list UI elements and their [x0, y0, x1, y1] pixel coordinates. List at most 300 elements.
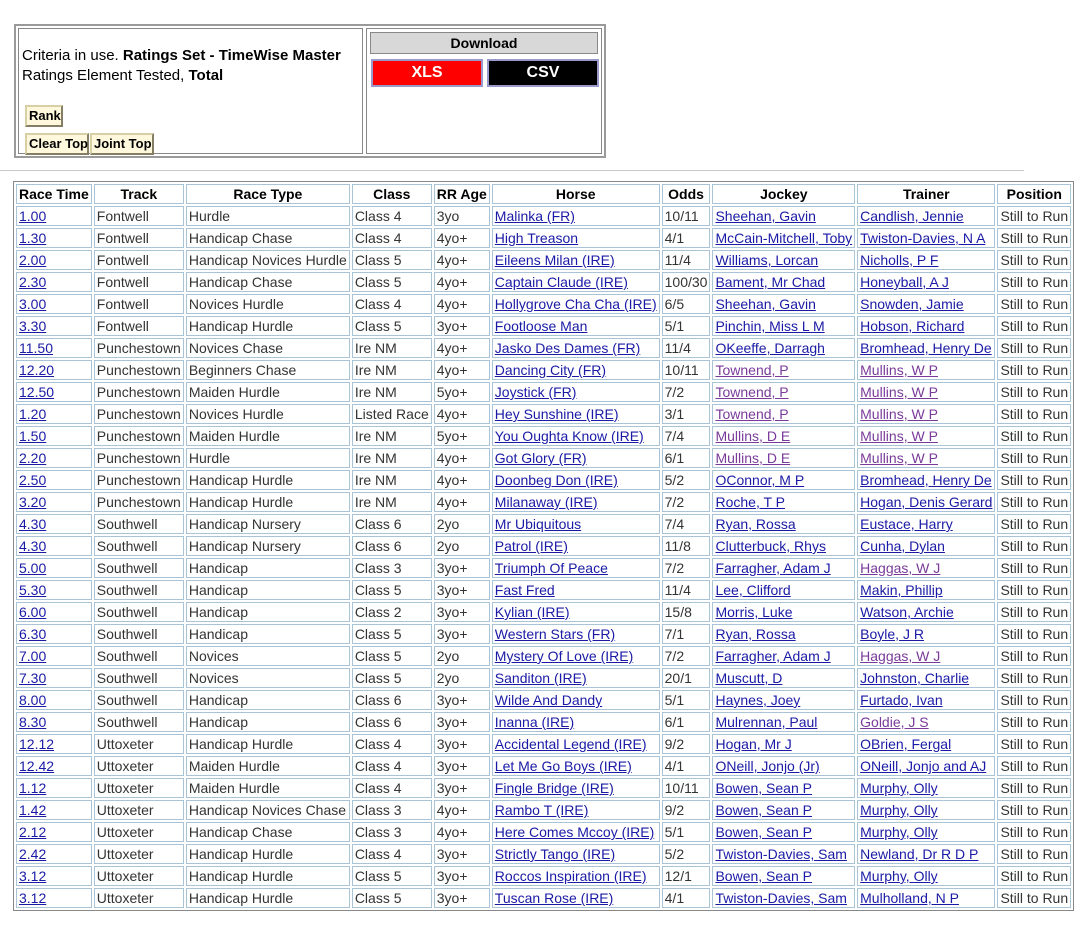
- trainer-link[interactable]: Twiston-Davies, N A: [860, 230, 986, 246]
- horse-link[interactable]: Fingle Bridge (IRE): [494, 780, 614, 796]
- jockey-link[interactable]: Twiston-Davies, Sam: [715, 846, 847, 862]
- race-type-cell: Handicap Chase: [188, 230, 293, 246]
- header-row: [16, 184, 1071, 204]
- jockey-link[interactable]: Bowen, Sean P: [715, 780, 812, 796]
- type-td: [186, 514, 350, 534]
- trainer-link[interactable]: OBrien, Fergal: [860, 736, 952, 752]
- age-td: [434, 558, 490, 578]
- trainer-td: [857, 602, 995, 622]
- class-td: [352, 470, 432, 490]
- trainer-link[interactable]: Goldie, J S: [860, 714, 929, 730]
- trainer-td: [857, 492, 995, 512]
- age-td: [434, 360, 490, 380]
- race-time-link[interactable]: 11.50: [19, 340, 53, 356]
- race-time-link[interactable]: 12.12: [19, 736, 55, 752]
- horse-link[interactable]: You Oughta Know (IRE): [494, 428, 644, 444]
- position-td: [997, 580, 1071, 600]
- horse-link[interactable]: Joystick (FR): [494, 384, 577, 400]
- position-cell: Still to Run: [1000, 560, 1069, 576]
- track-cell: Punchestown: [96, 472, 181, 488]
- position-td: [997, 778, 1071, 798]
- odds-td: [662, 514, 711, 534]
- position-cell: Still to Run: [1000, 274, 1069, 290]
- trainer-link[interactable]: Murphy, Olly: [860, 868, 938, 884]
- horse-td: [492, 448, 660, 468]
- trainer-link[interactable]: Mullins, W P: [860, 406, 938, 422]
- joint-top-button[interactable]: Joint Top: [90, 133, 154, 155]
- trainer-link[interactable]: Makin, Phillip: [860, 582, 943, 598]
- table-row: [16, 514, 1071, 534]
- results-table: [13, 181, 1074, 911]
- class-cell: Class 5: [354, 274, 402, 290]
- class-cell: Class 5: [354, 890, 402, 906]
- track-cell: Uttoxeter: [96, 846, 154, 862]
- horse-link[interactable]: Tuscan Rose (IRE): [494, 890, 614, 906]
- trainer-link[interactable]: Snowden, Jamie: [860, 296, 964, 312]
- type-td: [186, 866, 350, 886]
- track-cell: Southwell: [96, 516, 158, 532]
- odds-cell: 100/30: [664, 274, 708, 290]
- class-cell: Class 5: [354, 670, 402, 686]
- type-td: [186, 800, 350, 820]
- rr-age-cell: 4yo+: [436, 494, 468, 510]
- jockey-link[interactable]: Williams, Lorcan: [715, 252, 819, 268]
- odds-td: [662, 668, 711, 688]
- odds-cell: 12/1: [664, 868, 692, 884]
- trainer-link[interactable]: Bromhead, Henry De: [860, 472, 992, 488]
- csv-download-button[interactable]: CSV: [487, 59, 599, 87]
- time-td: [16, 668, 92, 688]
- horse-td: [492, 602, 660, 622]
- class-td: [352, 800, 432, 820]
- track-cell: Southwell: [96, 582, 158, 598]
- position-td: [997, 514, 1071, 534]
- type-td: [186, 206, 350, 226]
- odds-td: [662, 646, 711, 666]
- horse-td: [492, 866, 660, 886]
- class-td: [352, 294, 432, 314]
- race-time-link[interactable]: 2.00: [19, 252, 47, 268]
- trainer-link[interactable]: Mullins, W P: [860, 384, 938, 400]
- rr-age-cell: 4yo+: [436, 230, 468, 246]
- race-time-link[interactable]: 3.30: [19, 318, 47, 334]
- track-cell: Punchestown: [96, 340, 181, 356]
- trainer-link[interactable]: Hobson, Richard: [860, 318, 965, 334]
- age-td: [434, 448, 490, 468]
- jockey-td: [712, 448, 855, 468]
- jockey-link[interactable]: Ryan, Rossa: [715, 626, 796, 642]
- odds-td: [662, 404, 711, 424]
- horse-link[interactable]: Strictly Tango (IRE): [494, 846, 616, 862]
- horse-td: [492, 470, 660, 490]
- table-row: [16, 338, 1071, 358]
- horse-link[interactable]: Triumph Of Peace: [494, 560, 608, 576]
- horse-link[interactable]: Western Stars (FR): [494, 626, 616, 642]
- race-time-link[interactable]: 3.12: [19, 890, 47, 906]
- odds-cell: 5/1: [664, 692, 685, 708]
- table-row: [16, 756, 1071, 776]
- track-cell: Uttoxeter: [96, 824, 154, 840]
- odds-cell: 5/2: [664, 846, 685, 862]
- race-time-link[interactable]: 8.00: [19, 692, 47, 708]
- rr-age-cell: 3yo+: [436, 582, 468, 598]
- position-cell: Still to Run: [1000, 406, 1069, 422]
- jockey-link[interactable]: Hogan, Mr J: [715, 736, 792, 752]
- jockey-link[interactable]: ONeill, Jonjo (Jr): [715, 758, 820, 774]
- track-td: [94, 756, 184, 776]
- race-time-link[interactable]: 5.00: [19, 560, 47, 576]
- race-time-link[interactable]: 3.00: [19, 296, 47, 312]
- jockey-link[interactable]: Lee, Clifford: [715, 582, 791, 598]
- time-td: [16, 690, 92, 710]
- jockey-link[interactable]: Farragher, Adam J: [715, 648, 831, 664]
- trainer-link[interactable]: Nicholls, P F: [860, 252, 939, 268]
- time-td: [16, 492, 92, 512]
- race-type-cell: Handicap Novices Hurdle: [188, 252, 347, 268]
- trainer-link[interactable]: Bromhead, Henry De: [860, 340, 992, 356]
- jockey-td: [712, 734, 855, 754]
- rr-age-cell: 3yo+: [436, 780, 468, 796]
- time-td: [16, 734, 92, 754]
- race-time-link[interactable]: 2.12: [19, 824, 47, 840]
- race-time-link[interactable]: 4.30: [19, 538, 47, 554]
- horse-link[interactable]: Got Glory (FR): [494, 450, 587, 466]
- horse-link[interactable]: Let Me Go Boys (IRE): [494, 758, 632, 774]
- horse-link[interactable]: Mystery Of Love (IRE): [494, 648, 634, 664]
- odds-cell: 11/4: [664, 340, 691, 356]
- jockey-td: [712, 646, 855, 666]
- odds-cell: 7/2: [664, 494, 685, 510]
- race-time-link[interactable]: 1.00: [19, 208, 47, 224]
- race-time-link[interactable]: 1.30: [19, 230, 47, 246]
- jockey-link[interactable]: Clutterbuck, Rhys: [715, 538, 826, 554]
- jockey-link[interactable]: Muscutt, D: [715, 670, 783, 686]
- horse-td: [492, 690, 660, 710]
- race-time-link[interactable]: 4.30: [19, 516, 47, 532]
- class-cell: Ire NM: [354, 494, 397, 510]
- class-cell: Class 3: [354, 824, 402, 840]
- table-row: [16, 448, 1071, 468]
- race-time-link[interactable]: 3.12: [19, 868, 47, 884]
- odds-td: [662, 888, 711, 908]
- track-cell: Punchestown: [96, 362, 181, 378]
- track-cell: Southwell: [96, 560, 158, 576]
- odds-td: [662, 866, 711, 886]
- trainer-link[interactable]: Hogan, Denis Gerard: [860, 494, 993, 510]
- rr-age-cell: 4yo+: [436, 824, 468, 840]
- jockey-link[interactable]: OKeeffe, Darragh: [715, 340, 825, 356]
- track-cell: Fontwell: [96, 252, 149, 268]
- horse-link[interactable]: Footloose Man: [494, 318, 588, 334]
- track-td: [94, 360, 184, 380]
- jockey-link[interactable]: Bowen, Sean P: [715, 802, 812, 818]
- horse-link[interactable]: Hey Sunshine (IRE): [494, 406, 619, 422]
- race-time-link[interactable]: 12.50: [19, 384, 55, 400]
- class-cell: Class 5: [354, 648, 402, 664]
- race-time-link[interactable]: 12.20: [19, 362, 55, 378]
- jockey-link[interactable]: Sheehan, Gavin: [715, 296, 816, 312]
- position-cell: Still to Run: [1000, 538, 1069, 554]
- age-td: [434, 580, 490, 600]
- class-cell: Ire NM: [354, 384, 397, 400]
- jockey-td: [712, 602, 855, 622]
- horse-td: [492, 888, 660, 908]
- age-td: [434, 470, 490, 490]
- race-time-link[interactable]: 6.30: [19, 626, 47, 642]
- track-td: [94, 668, 184, 688]
- jockey-link[interactable]: Roche, T P: [715, 494, 785, 510]
- track-cell: Punchestown: [96, 406, 181, 422]
- trainer-td: [857, 206, 995, 226]
- time-td: [16, 602, 92, 622]
- class-cell: Class 5: [354, 318, 402, 334]
- rank-button[interactable]: Rank: [25, 105, 63, 127]
- jockey-link[interactable]: Bowen, Sean P: [715, 824, 812, 840]
- horse-td: [492, 360, 660, 380]
- horse-td: [492, 382, 660, 402]
- trainer-link[interactable]: Eustace, Harry: [860, 516, 953, 532]
- trainer-link[interactable]: Boyle, J R: [860, 626, 924, 642]
- type-td: [186, 382, 350, 402]
- time-td: [16, 360, 92, 380]
- race-time-link[interactable]: 1.20: [19, 406, 47, 422]
- horse-link[interactable]: Rambo T (IRE): [494, 802, 589, 818]
- horse-link[interactable]: Hollygrove Cha Cha (IRE): [494, 296, 657, 312]
- class-cell: Ire NM: [354, 472, 397, 488]
- race-time-link[interactable]: 6.00: [19, 604, 47, 620]
- criteria-box: [18, 28, 363, 154]
- trainer-link[interactable]: Johnston, Charlie: [860, 670, 970, 686]
- trainer-link[interactable]: Cunha, Dylan: [860, 538, 945, 554]
- trainer-link[interactable]: Watson, Archie: [860, 604, 954, 620]
- race-type-cell: Handicap Nursery: [188, 538, 301, 554]
- class-td: [352, 536, 432, 556]
- table-row: [16, 536, 1071, 556]
- type-td: [186, 778, 350, 798]
- horse-link[interactable]: Malinka (FR): [494, 208, 575, 224]
- jockey-link[interactable]: Townend, P: [715, 406, 789, 422]
- table-row: [16, 844, 1071, 864]
- position-td: [997, 316, 1071, 336]
- trainer-link[interactable]: Murphy, Olly: [860, 824, 938, 840]
- position-cell: Still to Run: [1000, 890, 1069, 906]
- time-td: [16, 382, 92, 402]
- trainer-link[interactable]: Mullins, W P: [860, 362, 938, 378]
- horse-link[interactable]: Dancing City (FR): [494, 362, 607, 378]
- horse-link[interactable]: Here Comes Mccoy (IRE): [494, 824, 655, 840]
- track-td: [94, 822, 184, 842]
- jockey-td: [712, 470, 855, 490]
- horse-link[interactable]: Mr Ubiquitous: [494, 516, 582, 532]
- jockey-link[interactable]: Haynes, Joey: [715, 692, 801, 708]
- horse-td: [492, 514, 660, 534]
- trainer-link[interactable]: Furtado, Ivan: [860, 692, 943, 708]
- age-td: [434, 822, 490, 842]
- odds-cell: 11/4: [664, 582, 691, 598]
- track-td: [94, 580, 184, 600]
- horse-link[interactable]: Kylian (IRE): [494, 604, 570, 620]
- race-time-link[interactable]: 5.30: [19, 582, 47, 598]
- trainer-td: [857, 866, 995, 886]
- table-row: [16, 580, 1071, 600]
- jockey-link[interactable]: Pinchin, Miss L M: [715, 318, 825, 334]
- position-cell: Still to Run: [1000, 516, 1069, 532]
- race-type-cell: Handicap: [188, 626, 248, 642]
- odds-td: [662, 602, 711, 622]
- horse-link[interactable]: Eileens Milan (IRE): [494, 252, 615, 268]
- jockey-link[interactable]: Mullins, D E: [715, 450, 791, 466]
- jockey-link[interactable]: Bament, Mr Chad: [715, 274, 826, 290]
- horse-link[interactable]: Fast Fred: [494, 582, 555, 598]
- time-td: [16, 294, 92, 314]
- trainer-link[interactable]: Murphy, Olly: [860, 780, 938, 796]
- track-cell: Fontwell: [96, 208, 149, 224]
- odds-cell: 7/4: [664, 516, 685, 532]
- trainer-link[interactable]: Haggas, W J: [860, 560, 941, 576]
- horse-link[interactable]: Captain Claude (IRE): [494, 274, 628, 290]
- position-td: [997, 646, 1071, 666]
- position-cell: Still to Run: [1000, 494, 1069, 510]
- trainer-link[interactable]: Mullins, W P: [860, 450, 938, 466]
- jockey-link[interactable]: OConnor, M P: [715, 472, 805, 488]
- trainer-link[interactable]: Murphy, Olly: [860, 802, 938, 818]
- xls-download-button[interactable]: XLS: [371, 59, 483, 87]
- horse-link[interactable]: Inanna (IRE): [494, 714, 575, 730]
- race-time-link[interactable]: 2.30: [19, 274, 47, 290]
- jockey-link[interactable]: Sheehan, Gavin: [715, 208, 816, 224]
- type-td: [186, 250, 350, 270]
- type-td: [186, 316, 350, 336]
- jockey-link[interactable]: Townend, P: [715, 384, 789, 400]
- type-td: [186, 492, 350, 512]
- trainer-link[interactable]: Newland, Dr R D P: [860, 846, 979, 862]
- jockey-td: [712, 756, 855, 776]
- class-td: [352, 250, 432, 270]
- jockey-td: [712, 492, 855, 512]
- jockey-link[interactable]: Mullins, D E: [715, 428, 791, 444]
- horse-link[interactable]: Doonbeg Don (IRE): [494, 472, 618, 488]
- track-td: [94, 470, 184, 490]
- divider: [0, 170, 1024, 171]
- clear-top-button[interactable]: Clear Top: [25, 133, 89, 155]
- horse-link[interactable]: Jasko Des Dames (FR): [494, 340, 641, 356]
- race-type-cell: Handicap: [188, 604, 248, 620]
- table-row: [16, 404, 1071, 424]
- time-td: [16, 206, 92, 226]
- horse-link[interactable]: Roccos Inspiration (IRE): [494, 868, 647, 884]
- table-row: [16, 558, 1071, 578]
- jockey-link[interactable]: Mulrennan, Paul: [715, 714, 818, 730]
- trainer-link[interactable]: Mullins, W P: [860, 428, 938, 444]
- rr-age-cell: 4yo+: [436, 296, 468, 312]
- trainer-link[interactable]: Mulholland, N P: [860, 890, 959, 906]
- race-time-link[interactable]: 7.30: [19, 670, 47, 686]
- table-row: [16, 602, 1071, 622]
- trainer-td: [857, 448, 995, 468]
- jockey-link[interactable]: McCain-Mitchell, Toby: [715, 230, 853, 246]
- trainer-link[interactable]: ONeill, Jonjo and AJ: [860, 758, 987, 774]
- horse-td: [492, 272, 660, 292]
- horse-link[interactable]: Patrol (IRE): [494, 538, 568, 554]
- trainer-link[interactable]: Honeyball, A J: [860, 274, 949, 290]
- jockey-link[interactable]: Morris, Luke: [715, 604, 793, 620]
- class-td: [352, 646, 432, 666]
- rr-age-cell: 2yo: [436, 538, 460, 554]
- header-rr-age: RR Age: [434, 184, 490, 204]
- race-time-link[interactable]: 2.42: [19, 846, 47, 862]
- race-time-link[interactable]: 8.30: [19, 714, 47, 730]
- jockey-link[interactable]: Bowen, Sean P: [715, 868, 812, 884]
- jockey-link[interactable]: Townend, P: [715, 362, 789, 378]
- odds-cell: 15/8: [664, 604, 692, 620]
- track-td: [94, 602, 184, 622]
- trainer-td: [857, 558, 995, 578]
- race-time-link[interactable]: 3.20: [19, 494, 47, 510]
- race-time-link[interactable]: 1.42: [19, 802, 47, 818]
- trainer-link[interactable]: Haggas, W J: [860, 648, 941, 664]
- position-cell: Still to Run: [1000, 758, 1069, 774]
- race-type-cell: Hurdle: [188, 450, 231, 466]
- trainer-td: [857, 316, 995, 336]
- jockey-td: [712, 228, 855, 248]
- horse-link[interactable]: Sanditon (IRE): [494, 670, 587, 686]
- track-td: [94, 800, 184, 820]
- rr-age-cell: 4yo+: [436, 450, 468, 466]
- race-time-link[interactable]: 7.00: [19, 648, 47, 664]
- horse-link[interactable]: Wilde And Dandy: [494, 692, 603, 708]
- race-time-link[interactable]: 1.50: [19, 428, 47, 444]
- horse-link[interactable]: High Treason: [494, 230, 579, 246]
- trainer-td: [857, 250, 995, 270]
- race-time-link[interactable]: 1.12: [19, 780, 47, 796]
- position-td: [997, 734, 1071, 754]
- rr-age-cell: 5yo+: [436, 384, 468, 400]
- odds-td: [662, 206, 711, 226]
- trainer-td: [857, 272, 995, 292]
- trainer-td: [857, 360, 995, 380]
- horse-link[interactable]: Accidental Legend (IRE): [494, 736, 647, 752]
- position-cell: Still to Run: [1000, 362, 1069, 378]
- header-odds: Odds: [662, 184, 711, 204]
- race-time-link[interactable]: 2.50: [19, 472, 47, 488]
- race-time-link[interactable]: 2.20: [19, 450, 47, 466]
- header-race-time: Race Time: [16, 184, 92, 204]
- odds-cell: 6/1: [664, 714, 685, 730]
- odds-td: [662, 822, 711, 842]
- jockey-link[interactable]: Ryan, Rossa: [715, 516, 796, 532]
- jockey-td: [712, 580, 855, 600]
- odds-td: [662, 426, 711, 446]
- race-time-link[interactable]: 12.42: [19, 758, 55, 774]
- type-td: [186, 580, 350, 600]
- rr-age-cell: 3yo+: [436, 846, 468, 862]
- class-td: [352, 360, 432, 380]
- criteria-prefix: Criteria in use.: [22, 47, 119, 64]
- track-td: [94, 316, 184, 336]
- horse-link[interactable]: Milanaway (IRE): [494, 494, 598, 510]
- odds-td: [662, 382, 711, 402]
- trainer-link[interactable]: Candlish, Jennie: [860, 208, 964, 224]
- class-cell: Class 5: [354, 626, 402, 642]
- jockey-td: [712, 206, 855, 226]
- race-type-cell: Handicap Chase: [188, 274, 293, 290]
- track-td: [94, 272, 184, 292]
- jockey-link[interactable]: Twiston-Davies, Sam: [715, 890, 847, 906]
- trainer-td: [857, 426, 995, 446]
- jockey-td: [712, 866, 855, 886]
- jockey-link[interactable]: Farragher, Adam J: [715, 560, 831, 576]
- class-td: [352, 426, 432, 446]
